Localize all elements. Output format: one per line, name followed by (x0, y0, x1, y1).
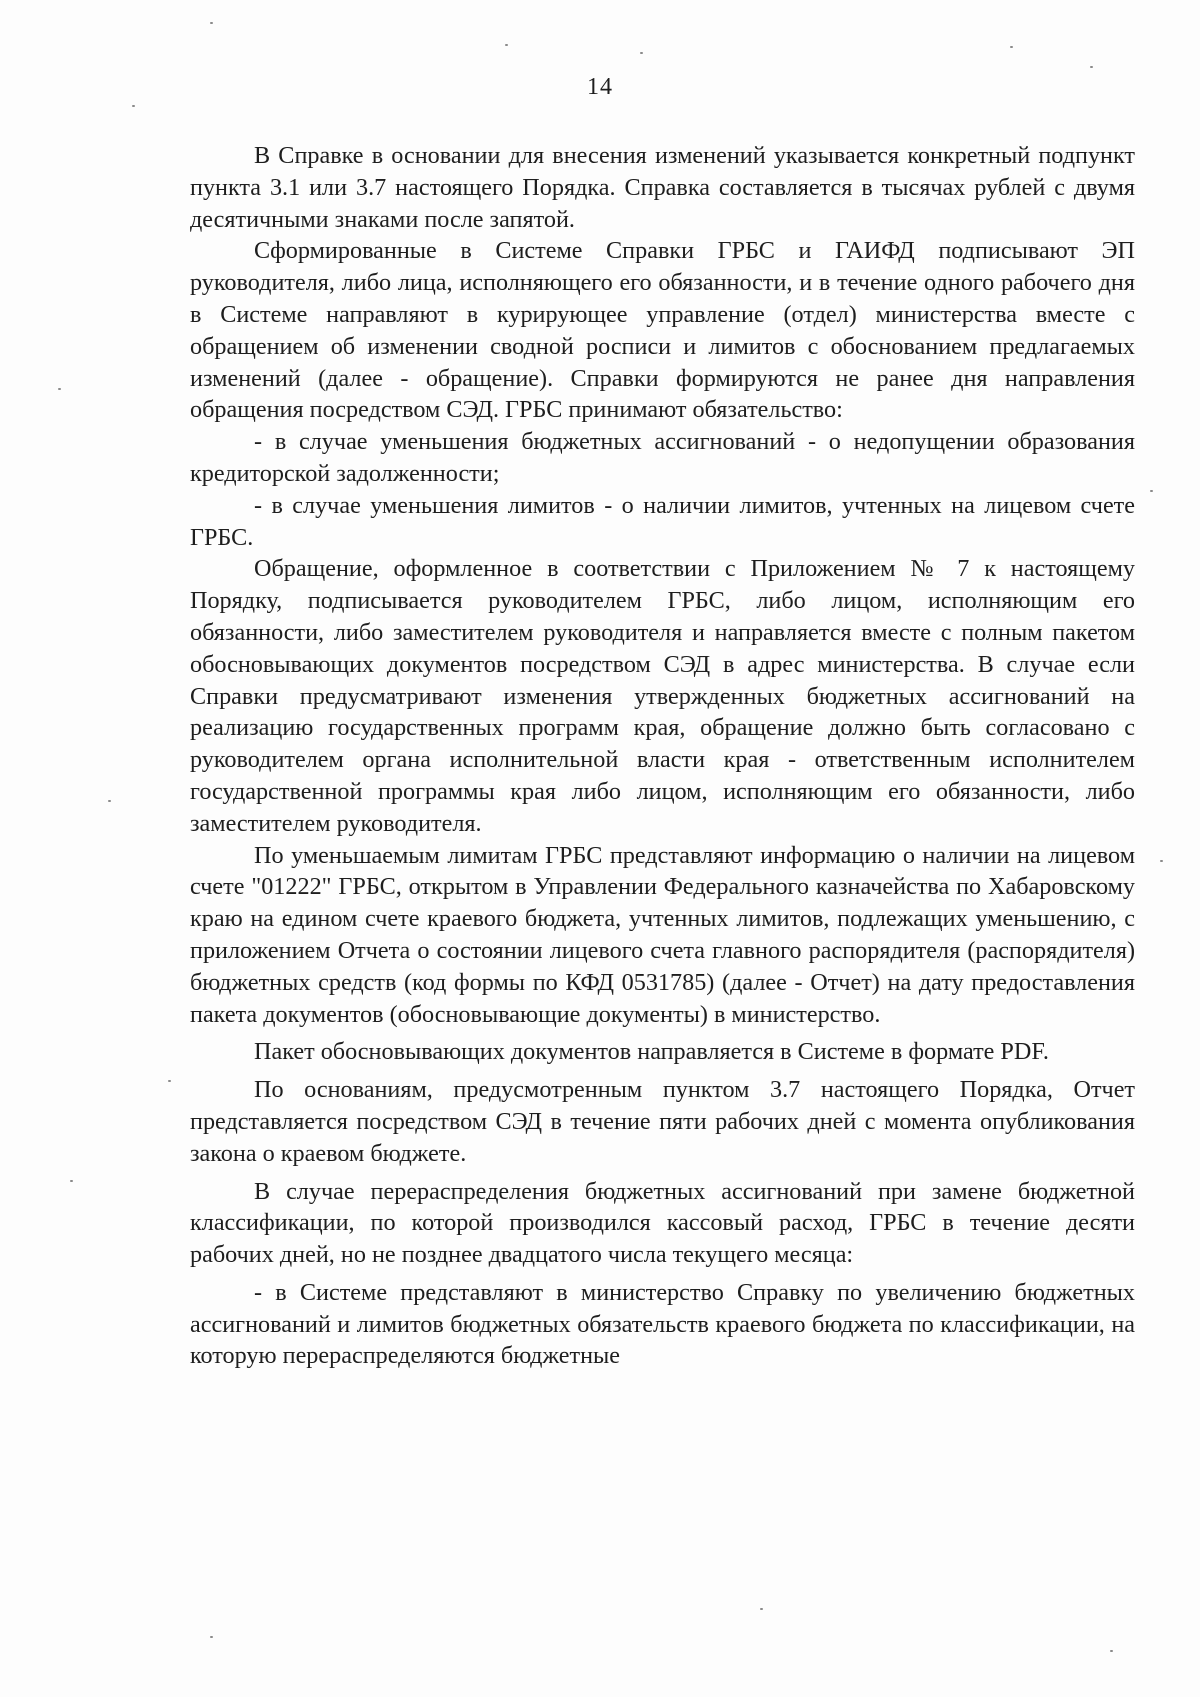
paragraph-9: В случае перераспределения бюджетных ассигнований при замене бюджетной классификации, по которой производился кассовый расход, ГРБС в течение десяти рабочих дней, но не позднее двадцатого числа текущего месяца: (190, 1177, 1135, 1269)
scan-speck (210, 22, 213, 24)
paragraph-5: Обращение, оформленное в соответствии с Приложением № 7 к настоящему Порядку, подписывается руководителем ГРБС, либо лицом, исполняющим его обязанности, либо заместителем руководителя и направляется вместе с полным пакетом обосновывающих документов посредством СЭД в адрес министерства. В случае если Справки предусматривают изменения утвержденных бюджетных ассигнований на реализацию государственных программ края, обращение должно быть согласовано с руководителем органа исполнительной власти края - ответственным исполнителем государственной программы края либо лицом, исполняющим его обязанности, либо заместителем руководителя. (190, 555, 1135, 837)
page-number: 14 (587, 74, 613, 100)
scan-speck (210, 1636, 213, 1638)
scan-speck (168, 1080, 171, 1082)
paragraph-6: По уменьшаемым лимитам ГРБС представляют информацию о наличии на лицевом счете "01222" ГРБС, открытом в Управлении Федерального казначейства по Хабаровскому краю на едином счете краевого бюджета, учтенных лимитов, подлежащих уменьшению, с приложением Отчета о состоянии лицевого счета главного распорядителя (распорядителя) бюджетных средств (код формы по КФД 0531785) (далее - Отчет) на дату предоставления пакета документов (обосновывающие документы) в министерство. (190, 841, 1135, 1028)
scan-speck (760, 1608, 763, 1610)
scan-speck (505, 44, 508, 46)
paragraph-4: - в случае уменьшения лимитов - о наличии лимитов, учтенных на лицевом счете ГРБС. (190, 491, 1135, 551)
paragraph-3: - в случае уменьшения бюджетных ассигнований - о недопущении образования кредиторской задолженности; (190, 428, 1135, 487)
scan-speck (1160, 860, 1163, 862)
scan-speck (1150, 490, 1153, 492)
scan-speck (70, 1180, 73, 1182)
paragraph-1: В Справке в основании для внесения изменений указывается конкретный подпункт пункта 3.1 или 3.7 настоящего Порядка. Справка составляется в тысячах рублей с двумя десятичными знаками после запятой. (190, 142, 1135, 233)
scan-speck (58, 388, 61, 390)
scan-speck (1090, 66, 1093, 68)
scan-speck (1010, 46, 1013, 48)
scan-speck (640, 52, 643, 54)
scan-speck (108, 800, 111, 802)
paragraph-10: - в Системе представляют в министерство Справку по увеличению бюджетных ассигнований и лимитов бюджетных обязательств краевого бюджета по классификации, на которую перераспределяются бюджетные (190, 1278, 1135, 1370)
document-body (190, 140, 1135, 1372)
paragraph-7: Пакет обосновывающих документов направляется в Системе в формате PDF. (254, 1038, 1049, 1066)
scan-speck (1110, 1650, 1113, 1652)
paragraph-8: По основаниям, предусмотренным пунктом 3.7 настоящего Порядка, Отчет представляется посредством СЭД в течение пяти рабочих дней с момента опубликования закона о краевом бюджете. (190, 1076, 1135, 1167)
scan-speck (132, 105, 135, 107)
paragraph-2: Сформированные в Системе Справки ГРБС и ГАИФД подписывают ЭП руководителя, либо лица, исполняющего его обязанности, и в течение одного рабочего дня в Системе направляют в курирующее управление (отдел) министерства вместе с обращением об изменении сводной росписи и лимитов с обоснованием предлагаемых изменений (далее - обращение). Справки формируются не ранее дня направления обращения посредством СЭД. ГРБС принимают обязательство: (190, 237, 1135, 424)
